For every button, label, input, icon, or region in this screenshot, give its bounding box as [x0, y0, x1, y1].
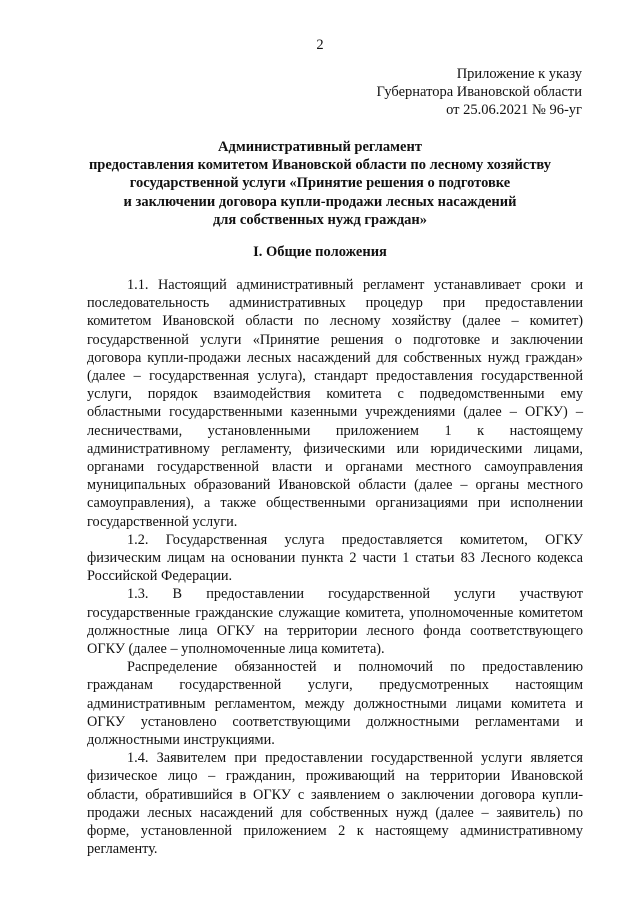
appendix-line: от 25.06.2021 № 96-уг	[446, 102, 582, 118]
paragraph: 1.3. В предоставлении государственной услуги участвуют государственные гражданские служащие комитета, уполномоченные комитетом должностные лица ОГКУ на территории лесного фонда соответствующего ОГКУ (далее – уполномоченные лица комитета).	[87, 586, 583, 658]
appendix-line: Приложение к указу	[456, 66, 582, 82]
appendix-line: Губернатора Ивановской области	[376, 84, 582, 100]
paragraph: Распределение обязанностей и полномочий по предоставлению гражданам государственной услуги, предусмотренных настоящим административным регламентом, между должностными лицами комитета и ОГКУ установлено соответствующими должностными регламентами и должностными инструкциями.	[87, 659, 583, 749]
page-number: 2	[316, 37, 324, 53]
title-line: Административный регламент	[218, 139, 422, 155]
title-line: для собственных нужд граждан»	[212, 211, 428, 228]
paragraph: 1.2. Государственная услуга предоставляется комитетом, ОГКУ физическим лицам на основании пункта 2 части 1 статьи 83 Лесного кодекса Российской Федерации.	[87, 531, 583, 585]
paragraph: 1.1. Настоящий административный регламент устанавливает сроки и последовательность административных процедур при предоставлении комитетом Ивановской области по лесному хозяйству (далее – комитет) государственной услуги «Принятие решения о подготовке и заключении договора купли-продажи лесных насаждений для собственных нужд граждан» (далее – государственная услуга), стандарт предоставления государственной услуги, порядок взаимодействия комитета с подведомственными ему областными государственными казенными учреждениями (далее – ОГКУ) – лесничествами, установленными приложением 1 к настоящему административному регламенту, физическими или юридическими лицами, органами государственной власти и органами местного самоуправления муниципальных образований Ивановской области (далее – органы местного самоуправления), а также общественными организациями при исполнении государственной услуги.	[87, 277, 583, 530]
title-line: государственной услуги «Принятие решения о подготовке	[129, 175, 511, 192]
appendix-block	[377, 65, 582, 119]
section-heading: I. Общие положения	[253, 244, 387, 260]
document-body	[87, 276, 583, 859]
title-line: предоставления комитетом Ивановской области по лесному хозяйству	[88, 157, 552, 174]
paragraph: 1.4. Заявителем при предоставлении государственной услуги является физическое лицо – гражданин, проживающий на территории Ивановской области, обратившийся в ОГКУ с заявлением о заключении договора купли-продажи лесных насаждений для собственных нужд (далее – заявитель) по форме, установленной приложением 2 к настоящему административному регламенту.	[87, 750, 583, 858]
title-line: и заключении договора купли-продажи лесных насаждений	[123, 193, 517, 210]
document-title	[60, 138, 580, 229]
